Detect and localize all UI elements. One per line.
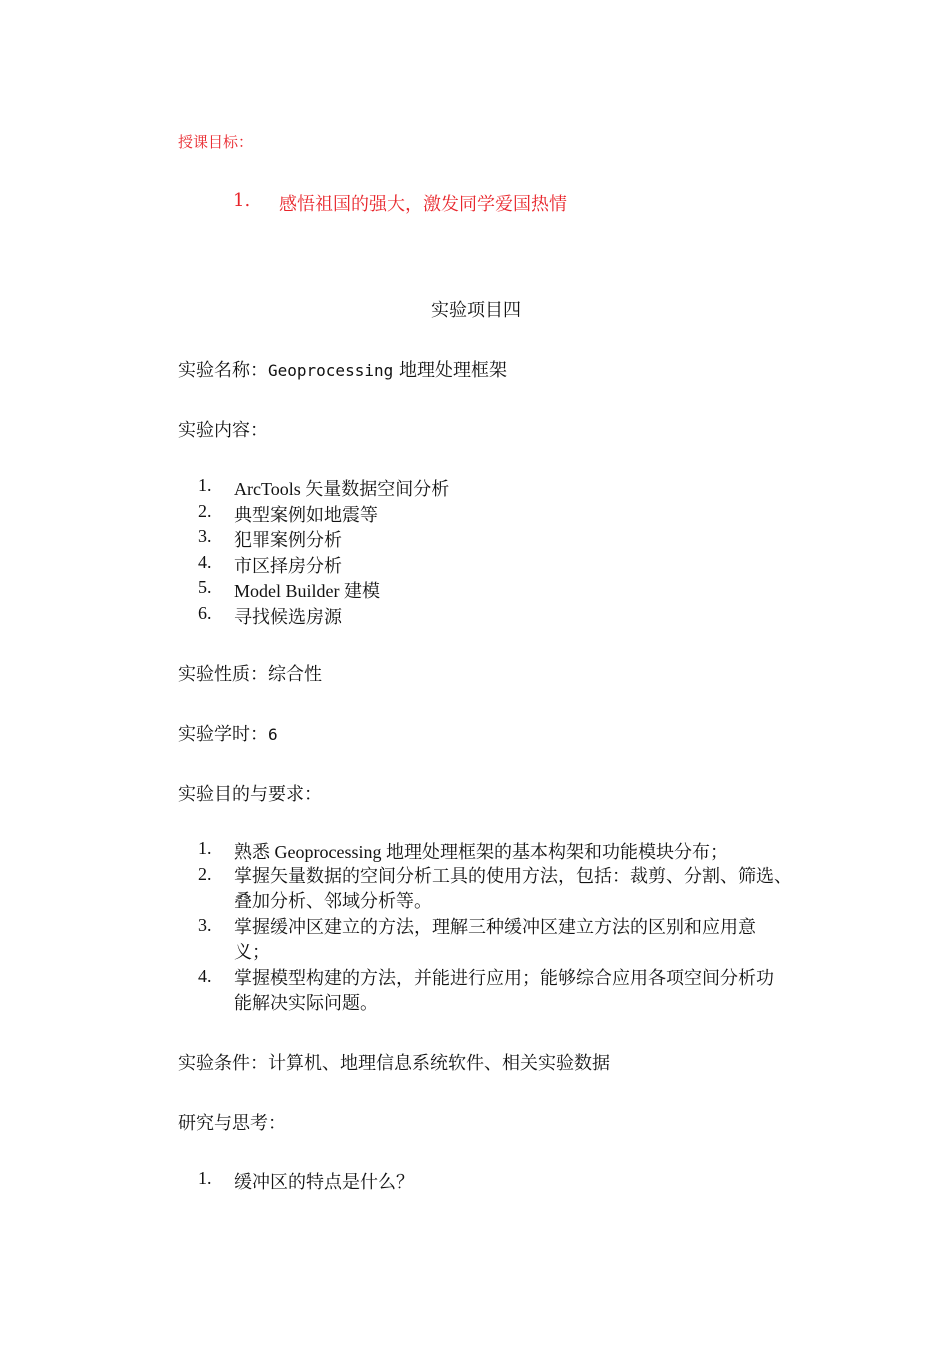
goals-label: 实验目的与要求：: [178, 784, 322, 805]
list-item-text: 典型案例如地震等: [234, 504, 378, 525]
list-item-number: 3.: [198, 914, 212, 935]
experiment-name-label: 实验名称：: [178, 360, 268, 381]
nature-value: 综合性: [268, 664, 322, 685]
list-item-text-line1: 掌握模型构建的方法，并能进行应用；能够综合应用各项空间分析功: [234, 967, 774, 988]
list-item-text-line2: 能解决实际问题。: [234, 993, 378, 1013]
nature-label: 实验性质：: [178, 664, 268, 685]
list-item-text: 缓冲区的特点是什么？: [234, 1172, 414, 1192]
thinking-label: 研究与思考：: [178, 1113, 286, 1134]
content-label: 实验内容：: [178, 420, 268, 441]
list-item-text: 寻找候选房源: [234, 606, 342, 627]
list-item-number: 6.: [198, 602, 212, 623]
conditions-line: [178, 1049, 610, 1075]
list-item-text-line2: 叠加分析、邻域分析等。: [234, 891, 432, 911]
list-item-text: ArcTools 矢量数据空间分析: [234, 479, 450, 499]
list-item-number: 2.: [198, 500, 212, 521]
list-item-text-line2: 义；: [234, 942, 270, 962]
hours-value: 6: [268, 725, 278, 744]
nature-line: [178, 660, 322, 686]
list-item-text: 犯罪案例分析: [234, 530, 342, 550]
conditions-label: 实验条件：: [178, 1053, 268, 1074]
experiment-name-line: [178, 356, 507, 382]
hours-label: 实验学时：: [178, 724, 268, 745]
list-item-number: 2.: [198, 863, 212, 884]
list-item-number: 4.: [198, 965, 212, 986]
objective-label: 授课目标：: [178, 133, 254, 151]
list-item-text: 市区择房分析: [234, 555, 342, 576]
project-title: 实验项目四: [431, 300, 521, 321]
list-item-number: 4.: [198, 551, 212, 572]
hours-line: [178, 720, 278, 746]
list-item-text-line1: 掌握矢量数据的空间分析工具的使用方法，包括：裁剪、分割、筛选、: [234, 865, 792, 886]
list-item-number: 1.: [198, 475, 212, 495]
list-item-text: Model Builder 建模: [234, 581, 380, 601]
list-item-number: 3.: [198, 526, 212, 546]
list-item-number: 1.: [198, 1168, 212, 1188]
list-item-number: 5.: [198, 577, 212, 597]
experiment-name-value: Geoprocessing: [268, 361, 394, 380]
list-item-text: 熟悉 Geoprocessing 地理处理框架的基本构架和功能模块分布；: [234, 842, 728, 862]
list-item-number: 1.: [198, 838, 212, 858]
conditions-value: 计算机、地理信息系统软件、相关实验数据: [268, 1053, 610, 1074]
objective-item-number: 1.: [233, 190, 251, 211]
objective-item-text: 感悟祖国的强大，激发同学爱国热情: [279, 194, 567, 215]
list-item-text-line1: 掌握缓冲区建立的方法，理解三种缓冲区建立方法的区别和应用意: [234, 916, 756, 937]
experiment-name-suffix: 地理处理框架: [398, 360, 507, 381]
